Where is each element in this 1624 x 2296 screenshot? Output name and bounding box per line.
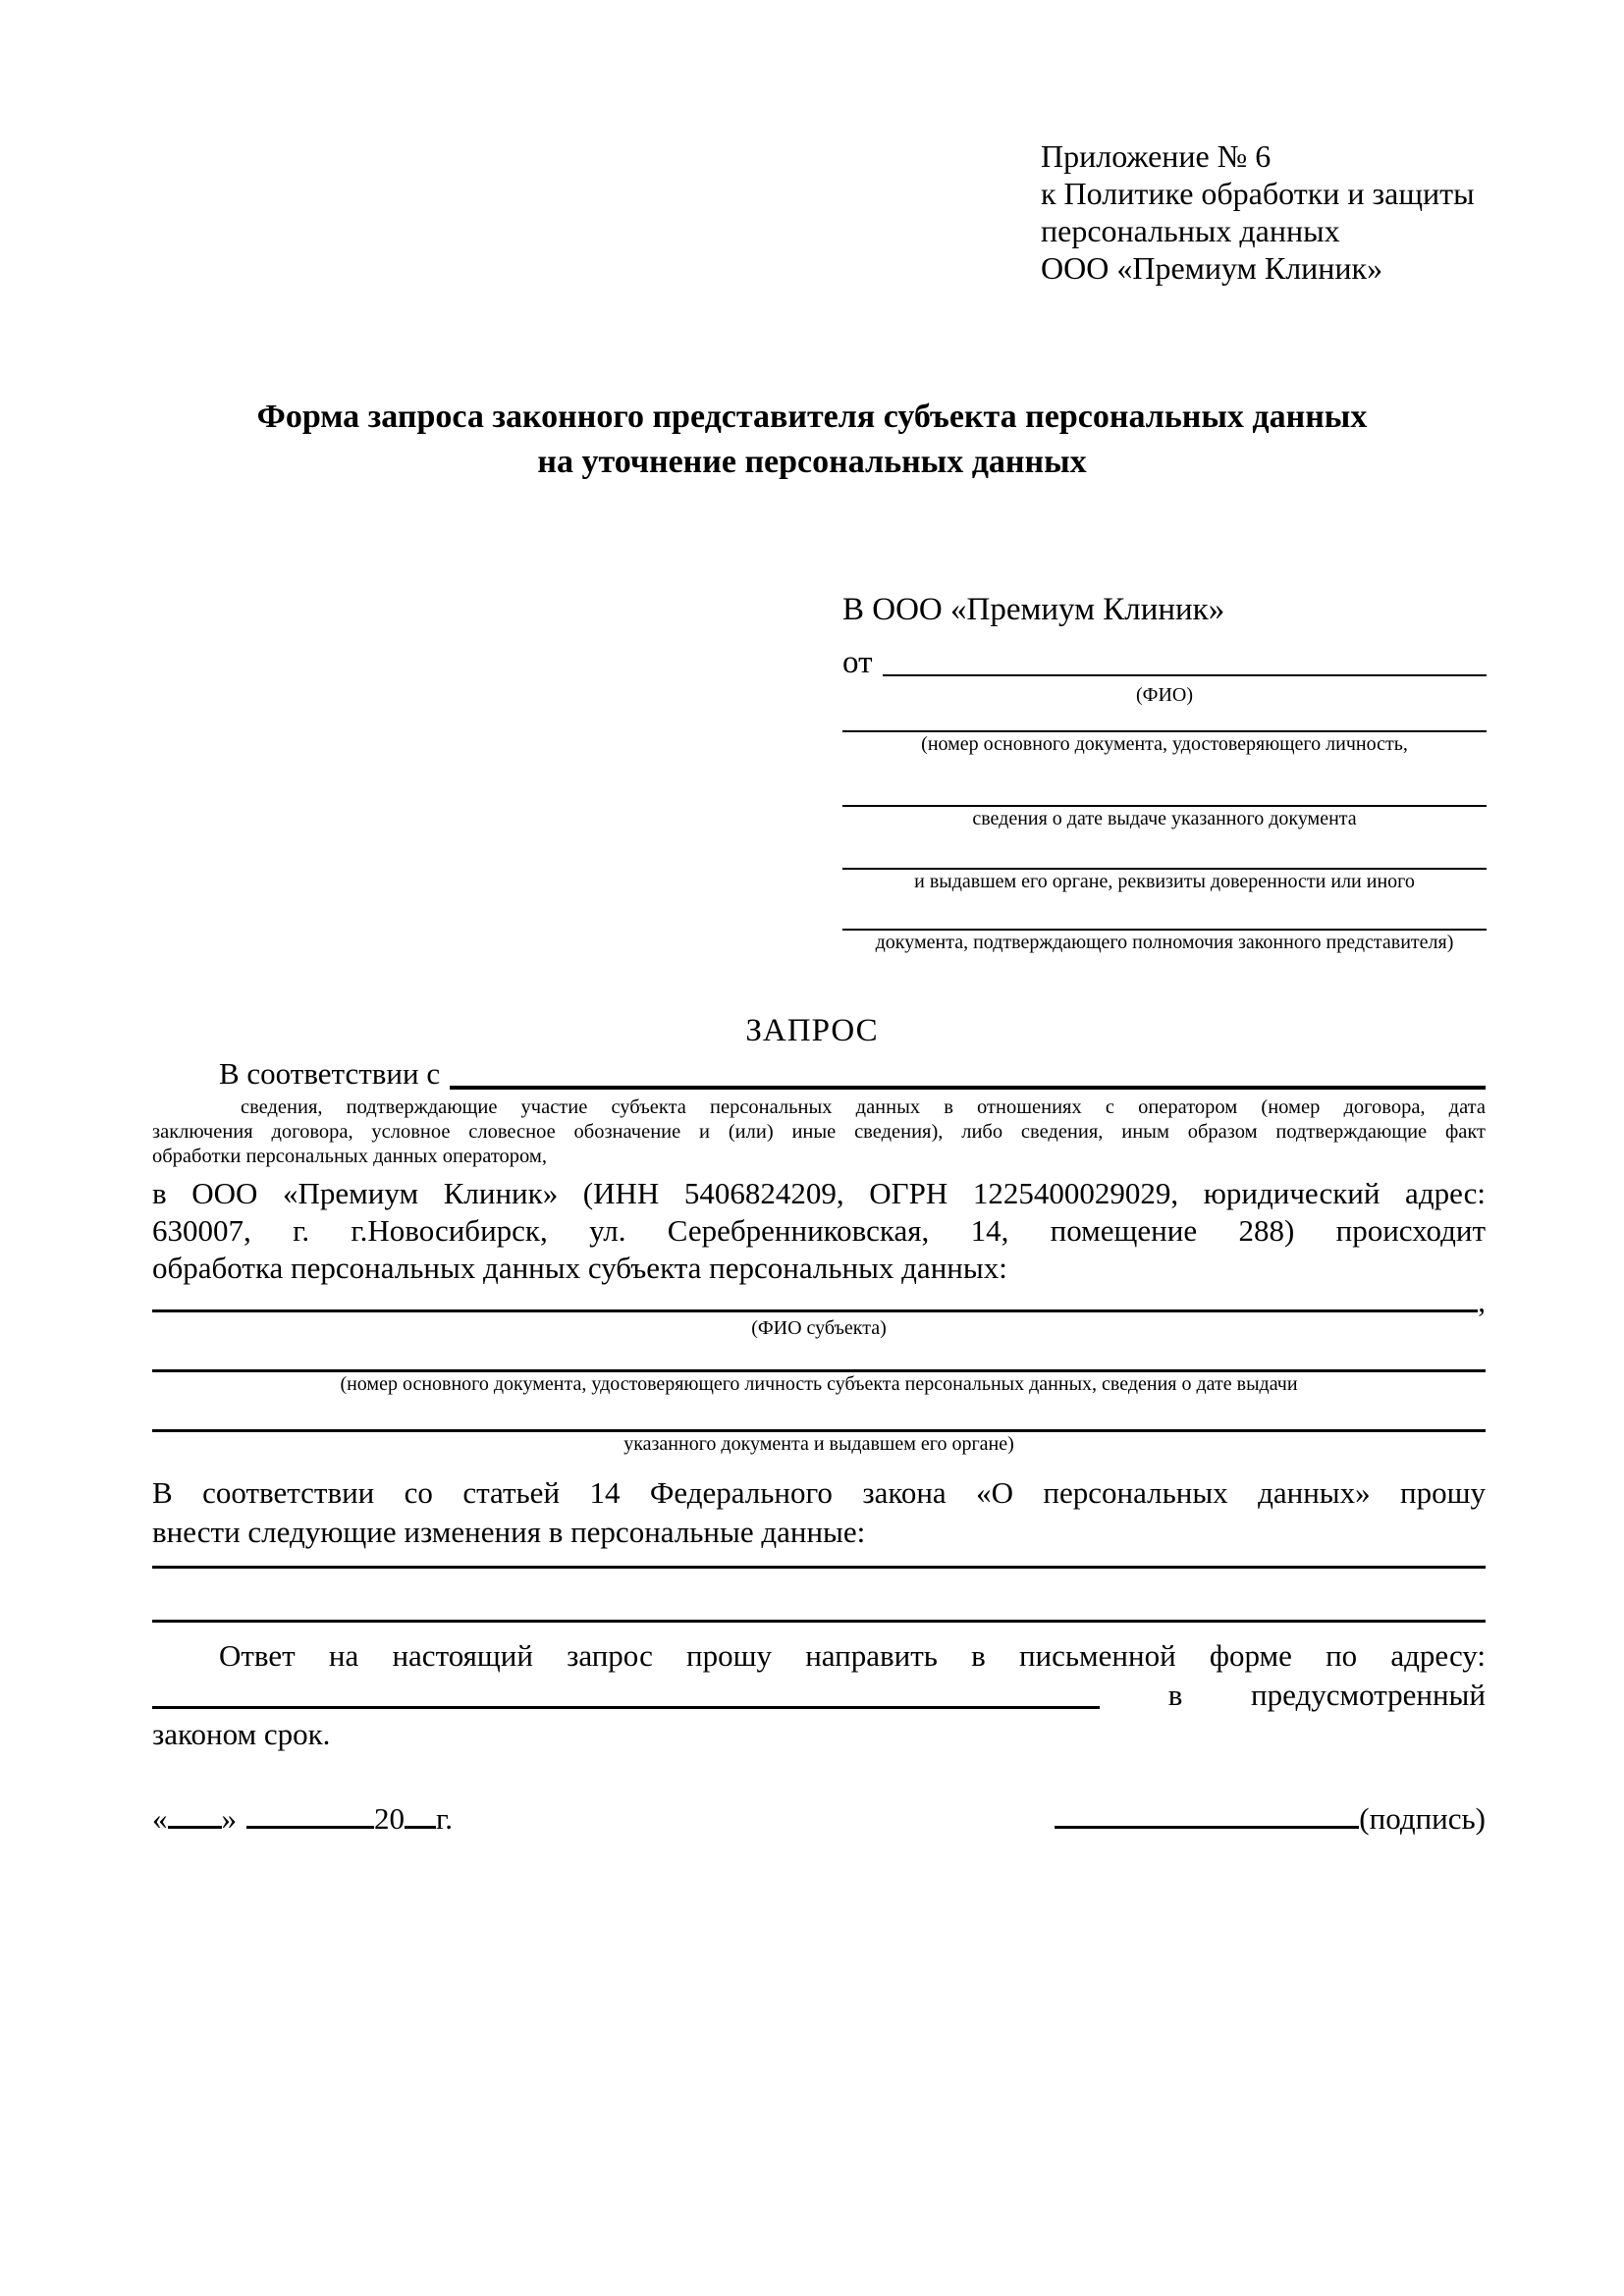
addressee-to: В ООО «Премиум Клиник»: [842, 592, 1225, 627]
document-title-line: на уточнение персональных данных: [537, 444, 1087, 480]
operator-paragraph-line: 630007, г. г.Новосибирск, ул. Серебренниковская, 14, помещение 288) происходит: [152, 1213, 1486, 1248]
signature-field: [1055, 1795, 1486, 1839]
year-suffix: г.: [436, 1801, 453, 1836]
issue-date-caption: сведения о дате выдаче указанного документа: [972, 808, 1357, 829]
day-blank-line: [168, 1795, 222, 1829]
appendix-header-line: к Политике обработки и защиты: [1041, 176, 1475, 211]
intro-blank-line: [450, 1086, 1486, 1090]
answer-paragraph-line: Ответ на настоящий запрос прошу направить в письменной форме по адресу:: [219, 1638, 1486, 1673]
signature-blank-line: [1055, 1795, 1359, 1829]
trailing-comma: ,: [1478, 1284, 1486, 1318]
month-blank-line: [246, 1795, 374, 1829]
answer-word: предусмотренный: [1251, 1678, 1486, 1712]
intro-note-line: заключения договора, условное словесное обозначение и (или) иные сведения), либо сведения, иным образом подтверждающие факт: [152, 1121, 1486, 1143]
year-prefix: 20: [374, 1801, 405, 1836]
addressee-from-row: [842, 642, 1487, 683]
representative-powers-caption: документа, подтверждающего полномочия законного представителя): [875, 932, 1454, 953]
addressee-block: [842, 589, 1487, 954]
date-signature-row: [152, 1795, 1486, 1839]
operator-paragraph-line: обработка персональных данных субъекта персональных данных:: [152, 1251, 1007, 1285]
intro-label: В соответствии с: [219, 1056, 441, 1091]
from-blank-line: [883, 674, 1488, 676]
appendix-header: [1041, 137, 1624, 287]
intro-note-line: сведения, подтверждающие участие субъекта персональных данных в отношениях с оператором (номер договора, дата: [241, 1096, 1486, 1118]
answer-paragraph: [152, 1636, 1486, 1754]
quote-close: »: [221, 1801, 237, 1836]
date-field: [152, 1795, 453, 1839]
subject-doc-caption-2: указанного документа и выдавшем его органе): [623, 1433, 1014, 1455]
subject-fio-blank-line: [152, 1309, 1478, 1312]
subject-doc-caption: (номер основного документа, удостоверяющего личность субъекта персональных данных, сведения о дате выдачи: [340, 1373, 1298, 1395]
signature-caption: (подпись): [1359, 1801, 1486, 1836]
law-paragraph-line: внести следующие изменения в персональные данные:: [152, 1515, 866, 1549]
appendix-header-line: ООО «Премиум Клиник»: [1041, 250, 1383, 286]
appendix-header-line: персональных данных: [1041, 213, 1340, 248]
fio-caption: (ФИО): [1135, 684, 1193, 706]
subject-fio-caption: (ФИО субъекта): [751, 1317, 887, 1339]
address-blank-line: [152, 1706, 1100, 1709]
from-label: от: [842, 645, 873, 680]
answer-address-row: [152, 1676, 1486, 1715]
blank-line: [152, 1620, 1486, 1623]
intro-note-line: обработки персональных данных оператором,: [152, 1146, 547, 1167]
appendix-header-line: Приложение № 6: [1041, 138, 1272, 174]
blank-line: [152, 1566, 1486, 1569]
subject-fio-row: [152, 1284, 1486, 1318]
operator-paragraph: [152, 1175, 1486, 1287]
law-paragraph: [152, 1473, 1486, 1552]
law-paragraph-line: В соответствии со статьей 14 Федерального закона «О персональных данных» прошу: [152, 1475, 1486, 1510]
intro-row: [152, 1054, 1486, 1094]
year-blank-line: [405, 1795, 436, 1829]
quote-open: «: [152, 1801, 168, 1836]
operator-paragraph-line: в ООО «Премиум Клиник» (ИНН 5406824209, ОГРН 1225400029029, юридический адрес:: [152, 1176, 1486, 1210]
intro-note: [152, 1095, 1486, 1169]
answer-paragraph-line: законом срок.: [152, 1717, 331, 1751]
document-title-line: Форма запроса законного представителя субъекта персональных данных: [256, 399, 1368, 435]
document-title: [0, 395, 1624, 485]
issuing-authority-caption: и выдавшем его органе, реквизиты доверенности или иного: [914, 871, 1415, 892]
identity-doc-caption: (номер основного документа, удостоверяющего личность,: [921, 733, 1408, 755]
answer-word: в: [1167, 1678, 1183, 1712]
request-heading: ЗАПРОС: [745, 1013, 879, 1048]
